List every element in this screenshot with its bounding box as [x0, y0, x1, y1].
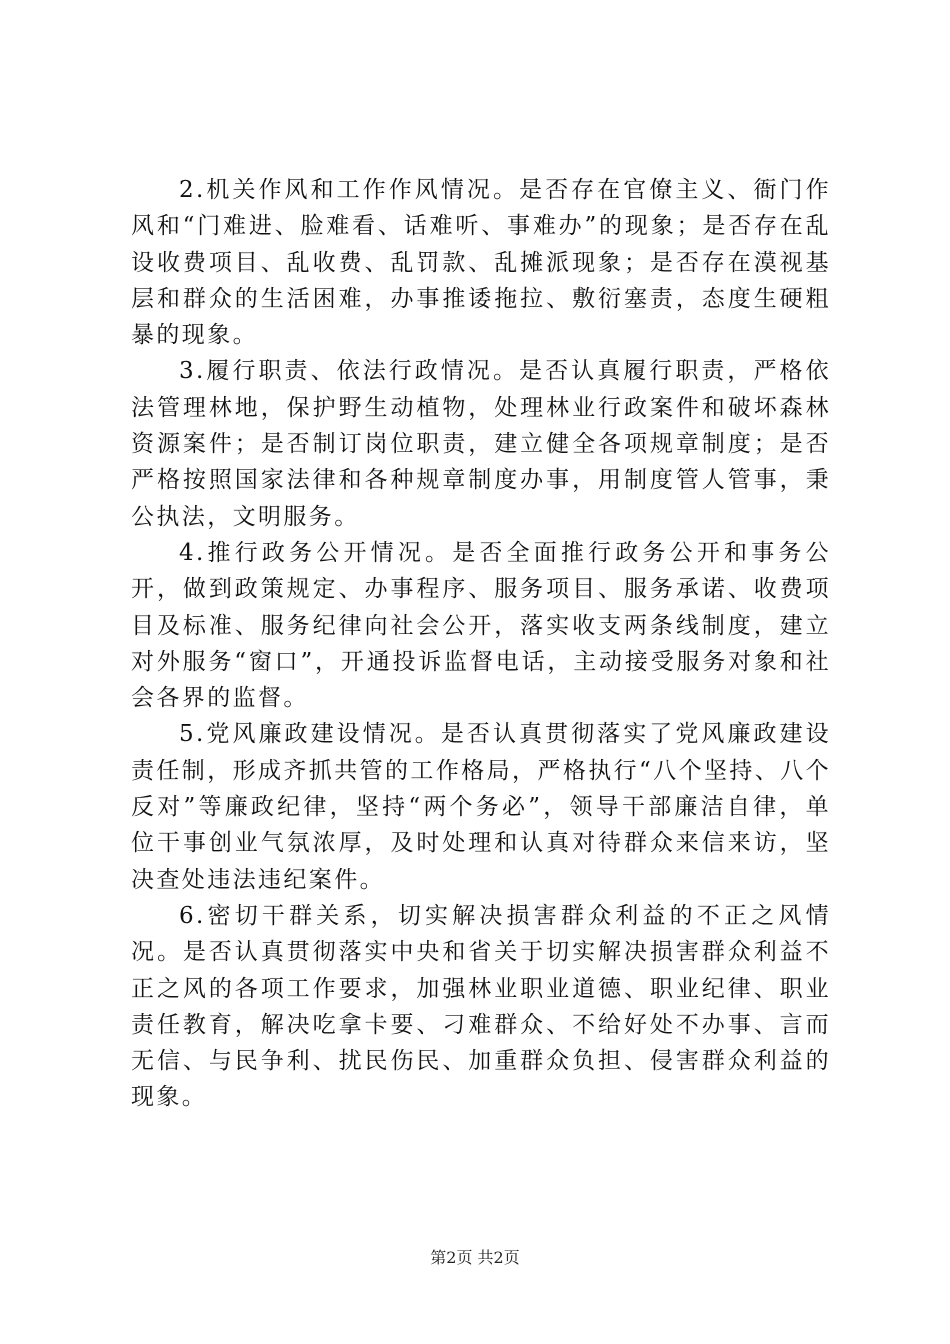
paragraph-item-5: 5.党风廉政建设情况。是否认真贯彻落实了党风廉政建设责任制，形成齐抓共管的工作格局，严格执行“八个坚持、八个反对”等廉政纪律，坚持“两个务必”，领导干部廉洁自律，单位干事创业气氛浓厚，及时处理和认真对待群众来信来访，坚决查处违法违纪案件。: [131, 721, 831, 893]
paragraph-item-6: 6.密切干群关系，切实解决损害群众利益的不正之风情况。是否认真贯彻落实中央和省关于切实解决损害群众利益不正之风的各项工作要求，加强林业职业道德、职业纪律、职业责任教育，解决吃拿卡要、刁难群众、不给好处不办事、言而无信、与民争利、扰民伤民、加重群众负担、侵害群众利益的现象。: [131, 902, 831, 1111]
paragraph-item-3: 3.履行职责、依法行政情况。是否认真履行职责，严格依法管理林地，保护野生动植物，处理林业行政案件和破坏森林资源案件；是否制订岗位职责，建立健全各项规章制度；是否严格按照国家法律和各种规章制度办事，用制度管人管事，秉公执法，文明服务。: [131, 358, 831, 530]
page-number-footer: 第2页 共2页: [430, 1248, 520, 1267]
paragraph-item-4: 4.推行政务公开情况。是否全面推行政务公开和事务公开，做到政策规定、办事程序、服务项目、服务承诺、收费项目及标准、服务纪律向社会公开，落实收支两条线制度，建立对外服务“窗口”，开通投诉监督电话，主动接受服务对象和社会各界的监督。: [131, 539, 831, 712]
paragraph-item-2: 2.机关作风和工作作风情况。是否存在官僚主义、衙门作风和“门难进、脸难看、话难听、事难办”的现象；是否存在乱设收费项目、乱收费、乱罚款、乱摊派现象；是否存在漠视基层和群众的生活困难，办事推诿拖拉、敷衍塞责，态度生硬粗暴的现象。: [131, 177, 831, 349]
document-body: [131, 172, 831, 1116]
